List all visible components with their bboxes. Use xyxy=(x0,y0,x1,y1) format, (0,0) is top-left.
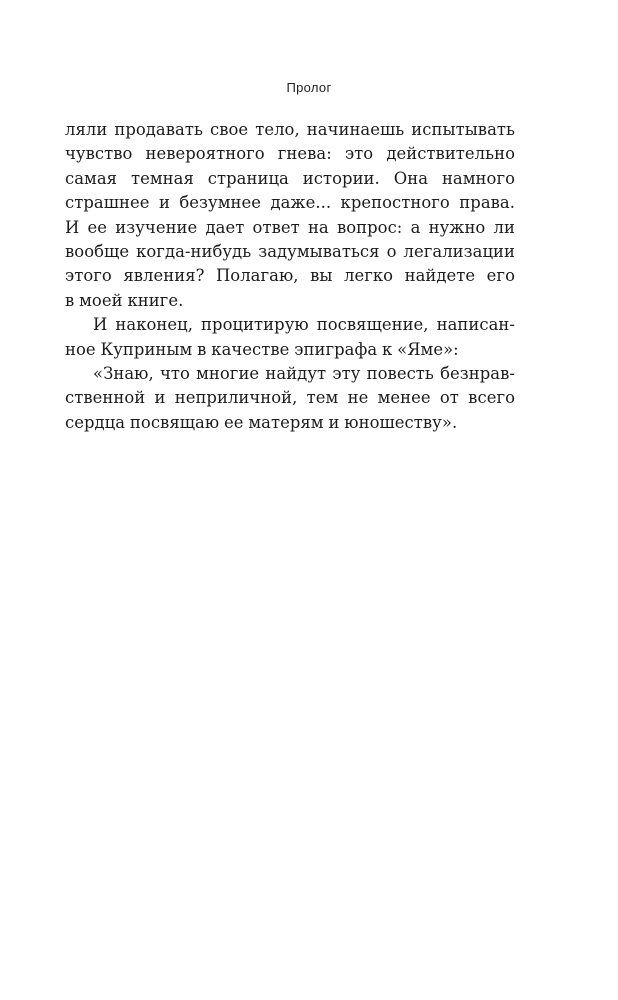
text-line: самая темная страница истории. Она намного xyxy=(65,168,515,188)
paragraph-2 xyxy=(65,313,515,362)
text-line: сердца посвящаю ее матерям и юношеству». xyxy=(65,412,458,432)
text-line: ственной и неприличной, тем не менее от всего xyxy=(65,388,515,408)
text-line: этого явления? Полагаю, вы легко найдете его xyxy=(65,266,515,286)
text-line: в моей книге. xyxy=(65,290,184,310)
text-line: ное Куприным в качестве эпиграфа к «Яме»: xyxy=(65,339,459,359)
text-line: ляли продавать свое тело, начинаешь испытывать xyxy=(65,120,515,139)
paragraph-1 xyxy=(65,118,515,313)
text-line: страшнее и безумнее даже... крепостного права. xyxy=(65,193,515,213)
body-text xyxy=(65,118,515,435)
text-line: вообще когда-нибудь задумываться о легализации xyxy=(65,241,515,261)
text-line: И ее изучение дает ответ на вопрос: а нужно ли xyxy=(65,217,515,237)
text-line: чувство невероятного гнева: это действительно xyxy=(65,144,515,164)
running-head: Пролог xyxy=(286,80,332,95)
paragraph-3-epigraph-quote xyxy=(65,362,515,435)
text-line: И наконец, процитирую посвящение, написан- xyxy=(93,315,515,335)
text-line: «Знаю, что многие найдут эту повесть безнрав- xyxy=(93,363,515,383)
